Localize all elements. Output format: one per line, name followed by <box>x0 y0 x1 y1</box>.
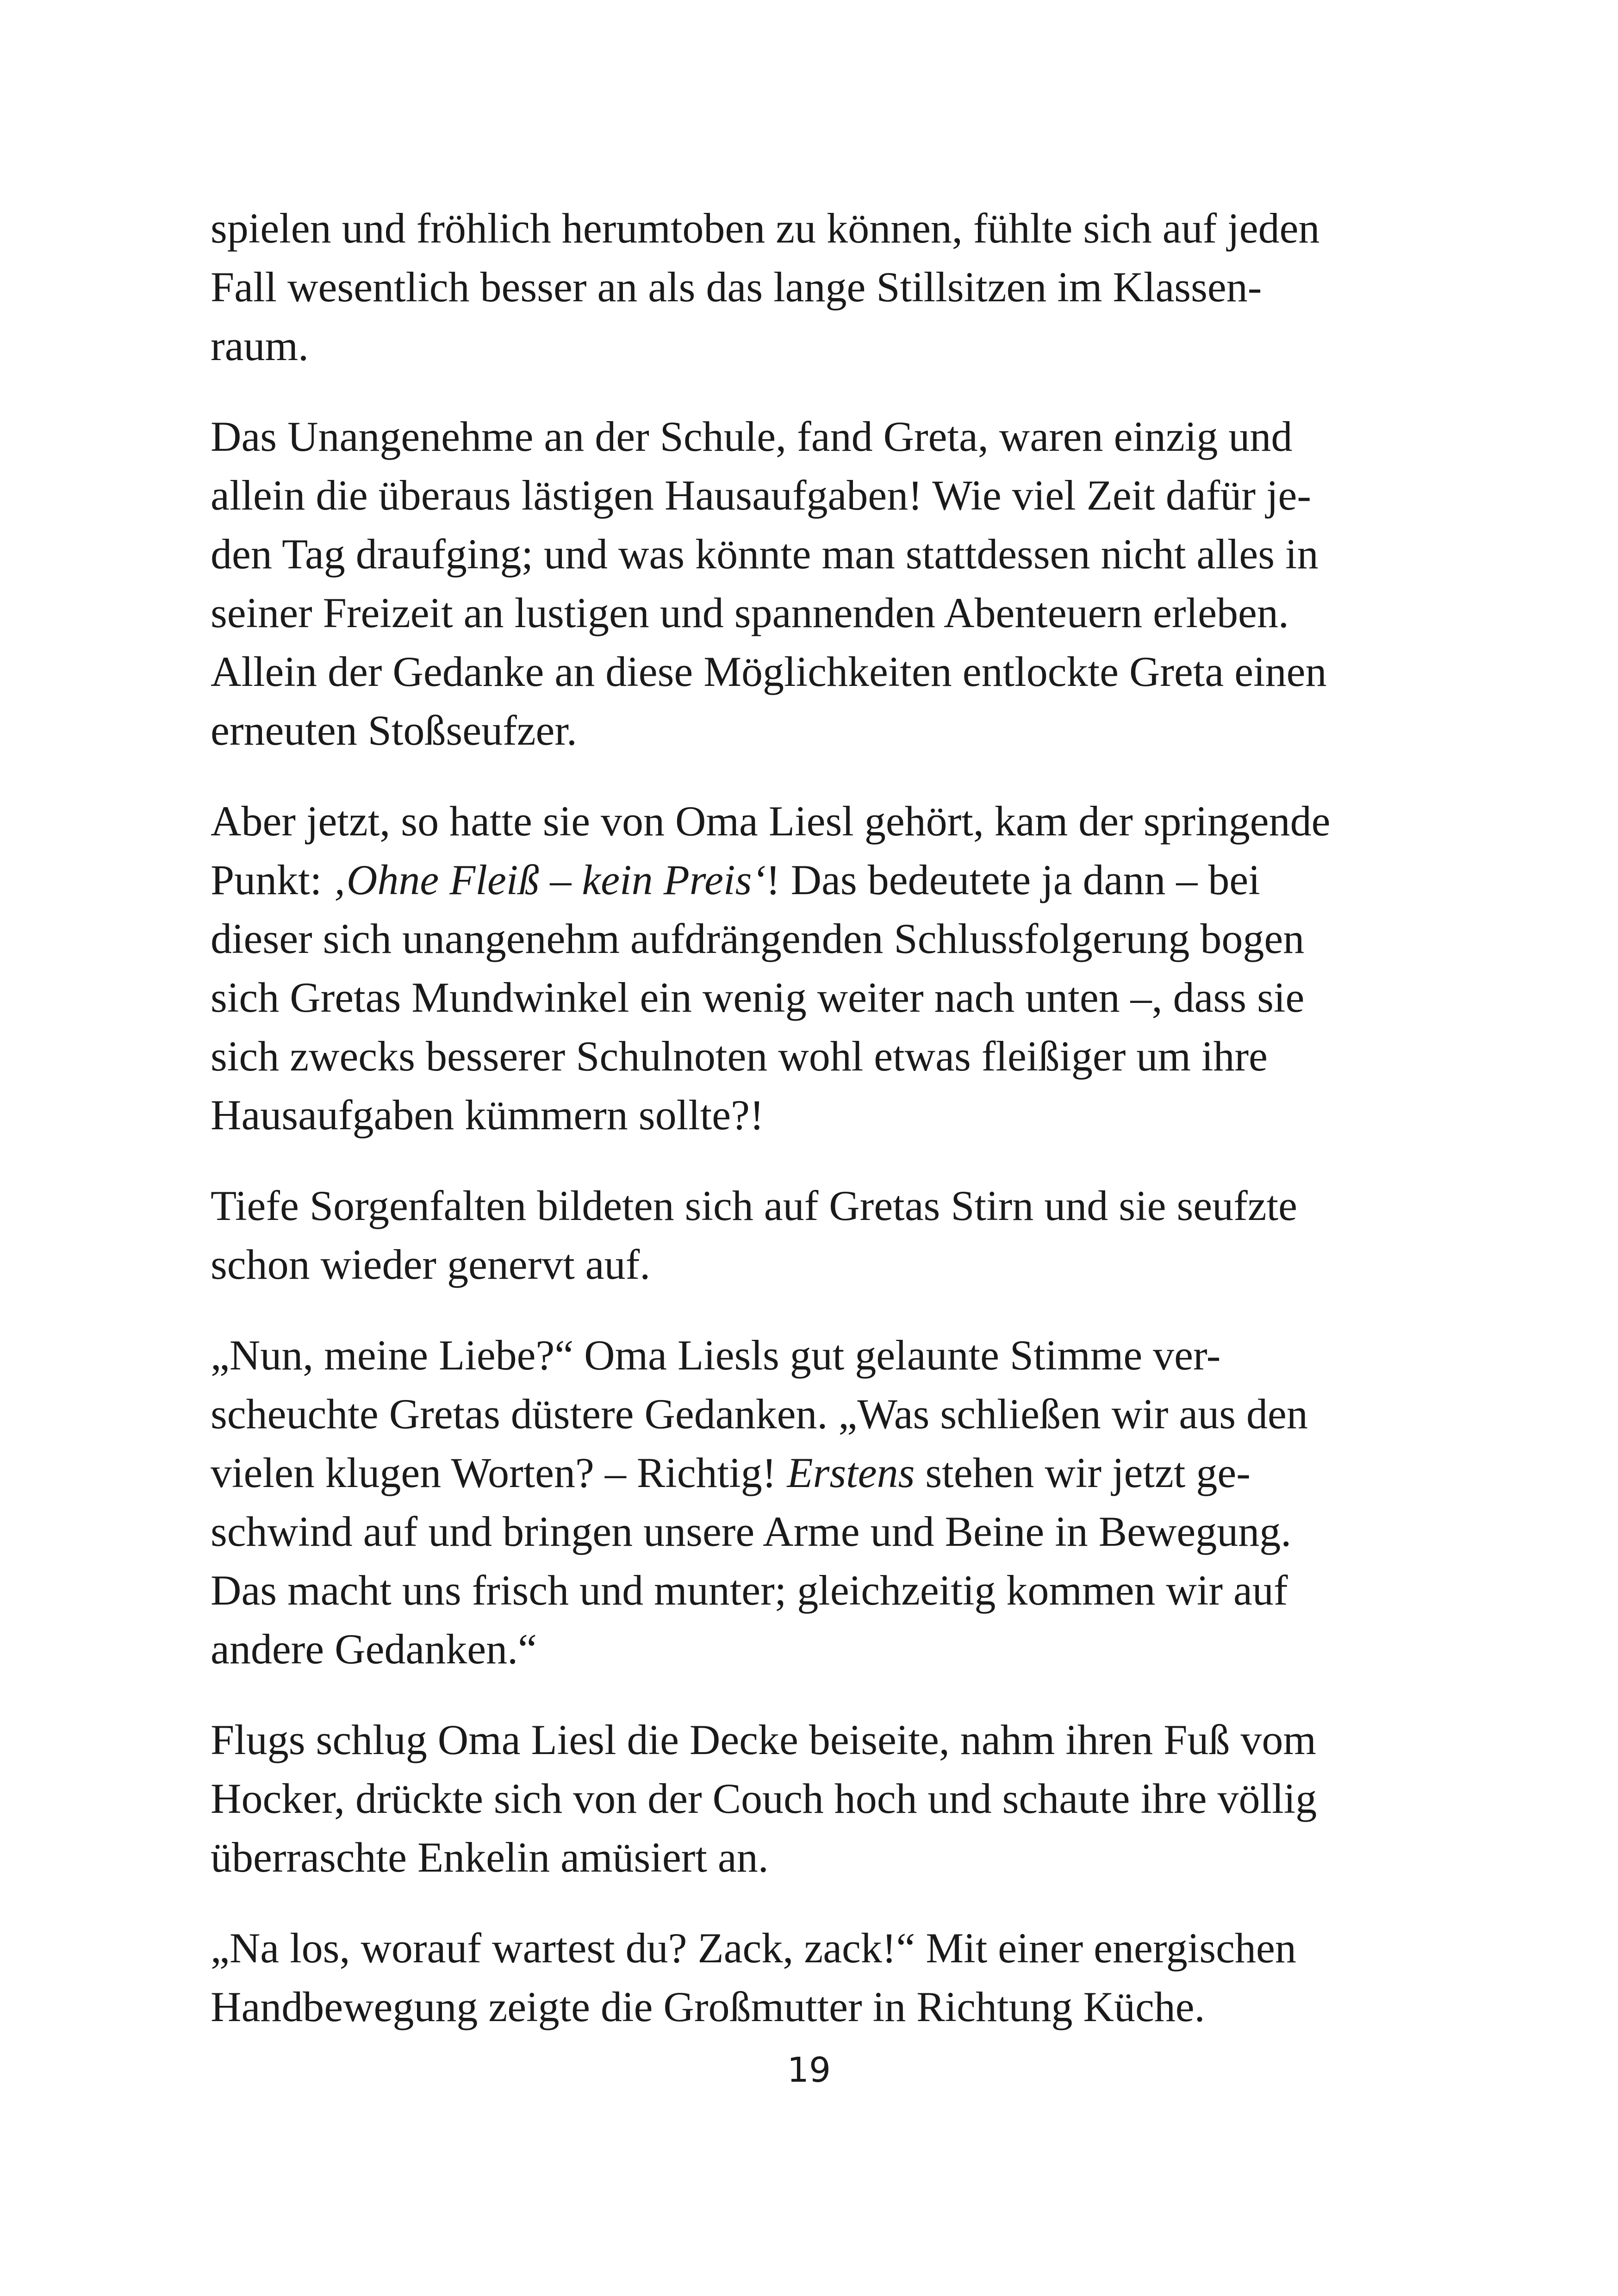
paragraph <box>211 1711 1414 1887</box>
italic-text: Erstens <box>787 1449 915 1496</box>
text-segment: vielen klugen Worten? – Richtig! <box>211 1449 787 1496</box>
page-number: 19 <box>787 2050 831 2090</box>
text-line: sich zwecks besserer Schulnoten wohl etwas fleißiger um ihre <box>211 1033 1268 1080</box>
text-line: dieser sich unangenehm aufdrängenden Schlussfolgerung bogen <box>211 915 1305 962</box>
text-segment: stehen wir jetzt ge- <box>915 1449 1251 1496</box>
text-line: den Tag draufging; und was könnte man stattdessen nicht alles in <box>211 530 1319 578</box>
text-line: raum. <box>211 322 309 369</box>
paragraph <box>211 199 1414 375</box>
text-line: Flugs schlug Oma Liesl die Decke beiseite, nahm ihren Fuß vom <box>211 1716 1316 1763</box>
paragraph <box>211 1176 1414 1294</box>
text-line: überraschte Enkelin amüsiert an. <box>211 1834 769 1881</box>
text-line: schwind auf und bringen unsere Arme und Beine in Bewegung. <box>211 1508 1292 1555</box>
text-line: spielen und fröhlich herumtoben zu können, fühlte sich auf jeden <box>211 205 1320 252</box>
text-line: „Nun, meine Liebe?“ Oma Liesls gut gelaunte Stimme ver- <box>211 1332 1221 1379</box>
text-line: andere Gedanken.“ <box>211 1625 537 1673</box>
paragraph <box>211 1326 1414 1679</box>
text-line: sich Gretas Mundwinkel ein wenig weiter nach unten –, dass sie <box>211 974 1305 1021</box>
text-line: Allein der Gedanke an diese Möglichkeiten entlockte Greta einen <box>211 648 1327 695</box>
text-segment: ! Das bedeutete ja dann – bei <box>766 856 1260 903</box>
paragraph <box>211 407 1414 760</box>
text-line <box>211 851 1414 909</box>
text-line: Handbewegung zeigte die Großmutter in Richtung Küche. <box>211 1983 1205 2030</box>
text-line: Das Unangenehme an der Schule, fand Greta, waren einzig und <box>211 413 1293 460</box>
text-segment: Punkt: <box>211 856 333 903</box>
text-line: Tiefe Sorgenfalten bildeten sich auf Gretas Stirn und sie seufzte <box>211 1182 1297 1229</box>
text-line: Hocker, drückte sich von der Couch hoch und schaute ihre völlig <box>211 1775 1317 1822</box>
text-line <box>211 1444 1414 1502</box>
text-line: erneuten Stoßseufzer. <box>211 707 577 754</box>
text-line: seiner Freizeit an lustigen und spannenden Abenteuern erleben. <box>211 589 1289 636</box>
paragraph <box>211 792 1414 1145</box>
text-line: schon wieder genervt auf. <box>211 1241 651 1288</box>
italic-text: ‚Ohne Fleiß – kein Preis‘ <box>332 856 766 903</box>
text-line: scheuchte Gretas düstere Gedanken. „Was schließen wir aus den <box>211 1390 1308 1437</box>
paragraph <box>211 1919 1414 2036</box>
text-line: allein die überaus lästigen Hausaufgaben! Wie viel Zeit dafür je- <box>211 472 1311 519</box>
body-text <box>211 199 1414 2068</box>
text-line: Hausaufgaben kümmern sollte?! <box>211 1091 764 1139</box>
text-line: Das macht uns frisch und munter; gleichzeitig kommen wir auf <box>211 1567 1288 1614</box>
text-line: Fall wesentlich besser an als das lange Stillsitzen im Klassen- <box>211 263 1262 311</box>
text-line: Aber jetzt, so hatte sie von Oma Liesl gehört, kam der springende <box>211 797 1331 845</box>
text-line: „Na los, worauf wartest du? Zack, zack!“ Mit einer energischen <box>211 1924 1296 1972</box>
